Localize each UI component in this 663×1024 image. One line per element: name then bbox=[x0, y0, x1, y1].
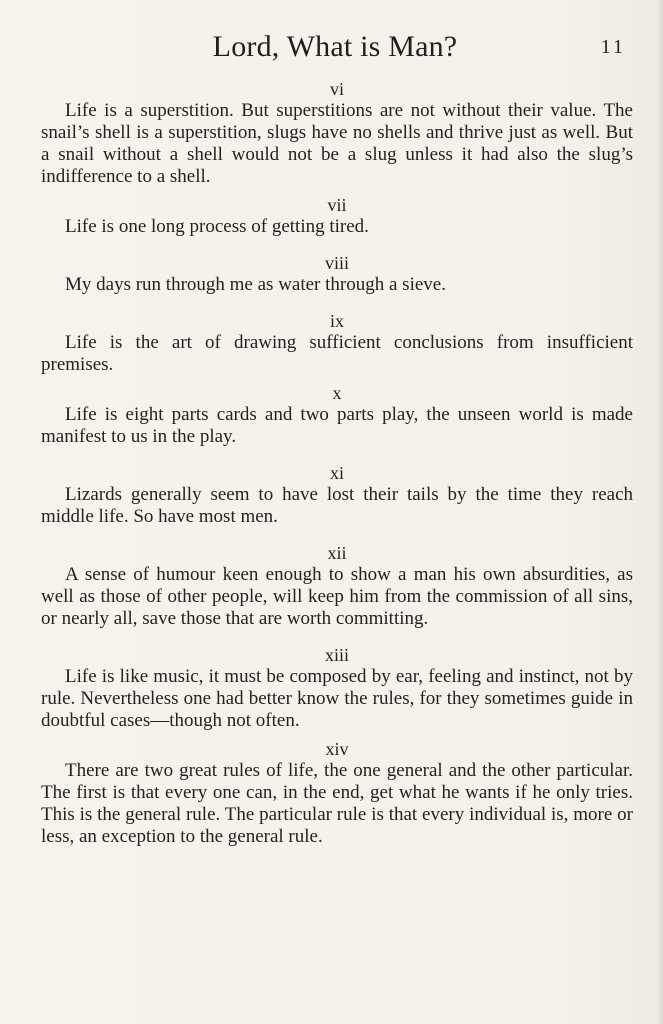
section-text: There are two great rules of life, the one general and the other particular. The first is that every one can, in the end, get what he wants if he only tries. This is the general rule. The particular rule is that every individual is, more or less, an exception to the general rule. bbox=[41, 760, 633, 847]
section-numeral: viii bbox=[324, 253, 349, 273]
section-numeral: vii bbox=[327, 195, 347, 215]
running-title: Lord, What is Man? bbox=[212, 30, 458, 63]
page-edge-shadow bbox=[657, 0, 663, 1024]
aphorism-xi bbox=[41, 462, 633, 528]
section-numeral: xiv bbox=[325, 739, 349, 759]
section-text: My days run through me as water through a sieve. bbox=[65, 274, 446, 295]
section-numeral: vi bbox=[329, 79, 344, 99]
aphorism-viii bbox=[41, 252, 633, 296]
aphorism-xiii bbox=[41, 644, 633, 732]
section-text: Lizards generally seem to have lost their tails by the time they reach middle life. So have most men. bbox=[41, 484, 633, 527]
section-text: Life is the art of drawing sufficient conclusions from insufficient premises. bbox=[41, 332, 633, 375]
section-text: Life is a superstition. But superstitions are not without their value. The snail’s shell is a superstition, slugs have no shells and thrive just as well. But a snail without a shell would not be a slug unless it had also the slug’s indifference to a shell. bbox=[41, 100, 633, 187]
section-numeral: xi bbox=[329, 463, 344, 483]
aphorism-vi bbox=[41, 78, 633, 188]
aphorism-xiv bbox=[41, 738, 633, 848]
section-text: Life is like music, it must be composed by ear, feeling and instinct, not by rule. Nevertheless one had better know the rules, for they sometimes guide in doubtful cases—though not often. bbox=[41, 666, 633, 731]
aphorism-xii bbox=[41, 542, 633, 630]
aphorism-ix bbox=[41, 310, 633, 376]
section-numeral: x bbox=[332, 383, 342, 403]
section-text: Life is eight parts cards and two parts play, the unseen world is made manifest to us in the play. bbox=[41, 404, 633, 447]
page-content bbox=[41, 78, 633, 848]
page-number: 11 bbox=[600, 36, 626, 58]
section-text: Life is one long process of getting tired. bbox=[65, 216, 369, 237]
aphorism-x bbox=[41, 382, 633, 448]
page-header bbox=[40, 30, 630, 70]
section-numeral: xiii bbox=[324, 645, 349, 665]
aphorism-vii bbox=[41, 194, 633, 238]
section-numeral: ix bbox=[329, 311, 344, 331]
section-numeral: xii bbox=[327, 543, 347, 563]
section-text: A sense of humour keen enough to show a man his own absurdities, as well as those of other people, will keep him from the commission of all sins, or nearly all, save those that are worth committing. bbox=[41, 564, 633, 629]
